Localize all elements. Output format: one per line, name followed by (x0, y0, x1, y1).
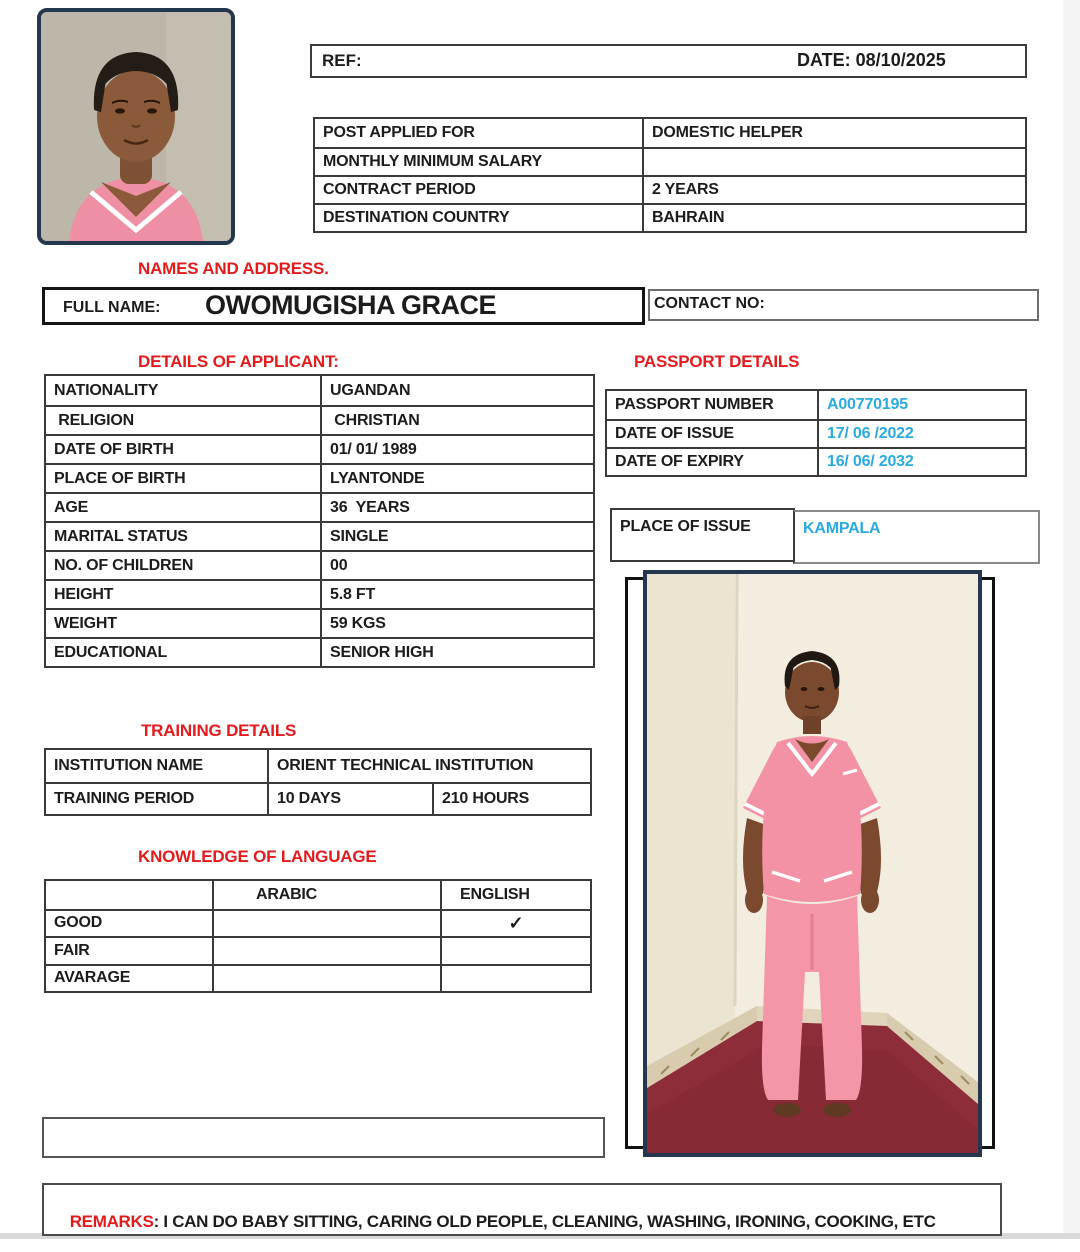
detail-label: EDUCATIONAL (46, 637, 320, 666)
post-table-value: DOMESTIC HELPER (642, 119, 1025, 147)
training-period-days: 10 DAYS (267, 782, 432, 814)
post-applied-table (313, 117, 1027, 233)
knowledge-of-language-heading: KNOWLEDGE OF LANGUAGE (138, 847, 377, 866)
passport-label: DATE OF EXPIRY (607, 447, 817, 475)
detail-label: NATIONALITY (54, 381, 159, 399)
detail-value: SINGLE (320, 521, 593, 550)
avarage-arabic-cell (212, 964, 440, 992)
full-name-label: FULL NAME: (63, 299, 161, 316)
institution-name-value: ORIENT TECHNICAL INSTITUTION (267, 750, 590, 782)
date-value: DATE: 08/10/2025 (797, 50, 946, 70)
avarage-english-cell (440, 964, 590, 992)
post-table-label: DESTINATION COUNTRY (315, 203, 642, 231)
passport-label: PASSPORT NUMBER (615, 396, 774, 413)
full-name-value: OWOMUGISHA GRACE (205, 290, 496, 320)
fair-arabic-cell (212, 936, 440, 964)
applicant-details-table (44, 374, 595, 668)
remarks-text: : I CAN DO BABY SITTING, CARING OLD PEOPLE, CLEANING, WASHING, IRONING, COOKING, ETC (153, 1212, 936, 1231)
full-body-illustration (647, 574, 978, 1153)
passport-label: DATE OF ISSUE (607, 419, 817, 447)
detail-value: LYANTONDE (320, 463, 593, 492)
contact-no-box (648, 289, 1039, 321)
detail-label: WEIGHT (46, 608, 320, 637)
institution-name-label: INSTITUTION NAME (54, 757, 203, 774)
detail-value: CHRISTIAN (320, 405, 593, 434)
language-level-label: GOOD (46, 909, 212, 937)
ref-label: REF: (322, 51, 362, 70)
passport-number-value: A00770195 (817, 391, 1025, 419)
place-of-issue-label: PLACE OF ISSUE (620, 518, 751, 535)
arabic-column-header: ARABIC (212, 881, 440, 909)
place-of-issue-box (610, 508, 795, 562)
date-of-expiry-value: 16/ 06/ 2032 (817, 447, 1025, 475)
page-right-margin (1063, 0, 1080, 1239)
detail-value: 36 YEARS (320, 492, 593, 521)
detail-value: UGANDAN (320, 376, 593, 405)
post-table-value: BAHRAIN (642, 203, 1025, 231)
date-of-issue-value: 17/ 06 /2022 (817, 419, 1025, 447)
detail-label: MARITAL STATUS (46, 521, 320, 550)
place-of-issue-value: KAMPALA (803, 520, 881, 537)
training-period-hours: 210 HOURS (432, 782, 590, 814)
remarks-label: REMARKS (69, 1212, 154, 1231)
detail-label: DATE OF BIRTH (46, 434, 320, 463)
good-arabic-cell (212, 909, 440, 937)
detail-value: 59 KGS (320, 608, 593, 637)
checkmark-icon: ✓ (440, 909, 590, 937)
applicant-portrait-photo (37, 8, 235, 245)
names-address-heading: NAMES AND ADDRESS. (138, 259, 329, 278)
post-table-label: POST APPLIED FOR (323, 124, 475, 141)
detail-label: RELIGION (46, 405, 320, 434)
detail-label: AGE (46, 492, 320, 521)
training-table (44, 748, 592, 816)
fair-english-cell (440, 936, 590, 964)
detail-value: SENIOR HIGH (320, 637, 593, 666)
passport-details-table (605, 389, 1027, 477)
training-period-label: TRAINING PERIOD (46, 782, 267, 814)
portrait-illustration (41, 12, 231, 241)
full-name-box (42, 287, 645, 325)
applicant-full-body-photo (643, 570, 982, 1157)
post-table-label: MONTHLY MINIMUM SALARY (315, 147, 642, 175)
post-table-label: CONTRACT PERIOD (315, 175, 642, 203)
contact-no-label: CONTACT NO: (654, 295, 765, 312)
language-level-label: AVARAGE (46, 964, 212, 992)
language-level-label: FAIR (46, 936, 212, 964)
detail-label: PLACE OF BIRTH (46, 463, 320, 492)
post-table-value: 2 YEARS (642, 175, 1025, 203)
details-of-applicant-heading: DETAILS OF APPLICANT: (138, 352, 339, 371)
detail-value: 00 (320, 550, 593, 579)
detail-label: HEIGHT (46, 579, 320, 608)
post-table-value (642, 147, 1025, 175)
ref-date-box (310, 44, 1027, 78)
remarks-box (42, 1183, 1002, 1236)
detail-value: 5.8 FT (320, 579, 593, 608)
detail-label: NO. OF CHILDREN (46, 550, 320, 579)
language-corner-cell (46, 881, 212, 909)
training-details-heading: TRAINING DETAILS (141, 721, 297, 740)
english-column-header: ENGLISH (440, 881, 590, 909)
empty-field-box (42, 1117, 605, 1158)
passport-details-heading: PASSPORT DETAILS (634, 352, 800, 371)
detail-value: 01/ 01/ 1989 (320, 434, 593, 463)
place-of-issue-value-box (793, 510, 1040, 564)
language-table (44, 879, 592, 993)
